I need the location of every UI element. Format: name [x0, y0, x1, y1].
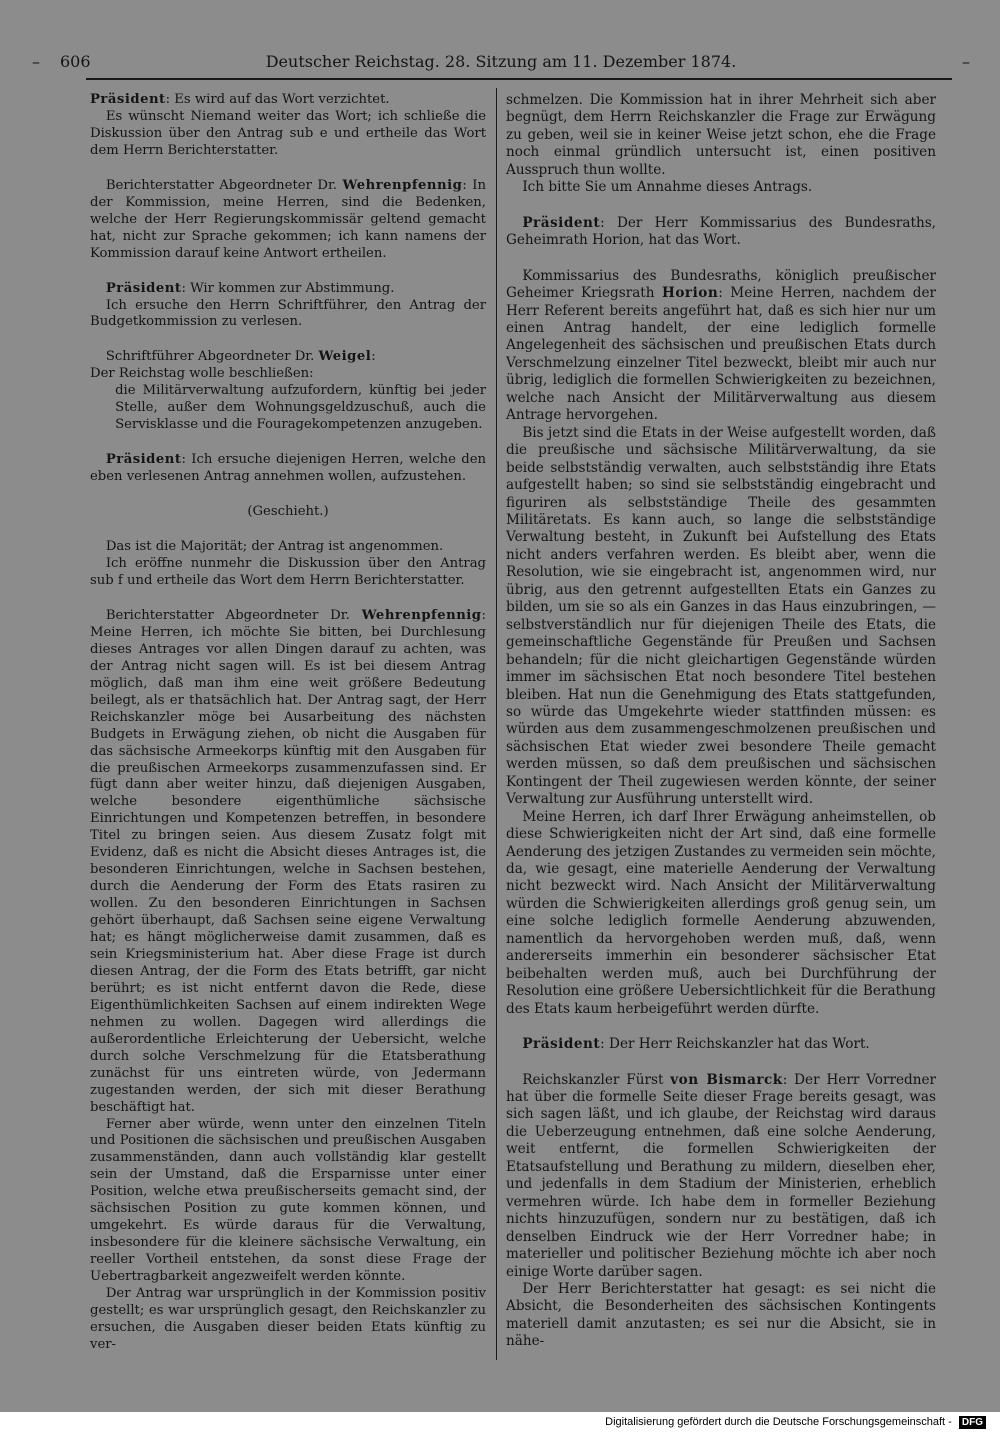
paragraph [506, 1072, 936, 1281]
footer-text: Digitalisierung gefördert durch die Deutsche Forschungsgemeinschaft - [605, 1416, 955, 1428]
header-corner-mark: – [962, 52, 970, 71]
paragraph: Meine Herren, ich darf Ihrer Erwägung anheimstellen, ob diese Schwierigkeiten nicht der Art sind, daß eine formelle Aenderung des jetzigen Zustandes zu vermeiden sein möchte, da, wie gesagt, eine materielle Aenderung der Verwaltung nicht bezweckt wird. Nach Ansicht der Militärverwaltung würden die Schwierigkeiten allerdings groß genug sein, um eine solche lediglich formelle Aenderung abzuwenden, namentlich da hervorgehoben werden muß, daß, wenn andererseits immerhin ein besonderer sächsischer Etat beibehalten werden muß, auch bei Durchführung der Resolution eine größere Uebersichtlichkeit für die Berathung des Etats kaum herbeigeführt werden dürfte. [506, 808, 936, 1017]
speaker-name: Präsident [522, 214, 601, 231]
digitization-footer [605, 1414, 986, 1432]
paragraph: Der Reichstag wolle beschließen: [90, 366, 314, 382]
running-title: Deutscher Reichstag. 28. Sitzung am 11. Dezember 1874. [265, 52, 737, 71]
paragraph [506, 268, 936, 425]
speaker-name: Wehrenpfennig [342, 177, 463, 193]
paragraph: Der Herr Berichterstatter hat gesagt: es sei nicht die Absicht, die Besonderheiten des sächsischen Kontingents materiell damit anzutasten; es sei nur die Absicht, sie in nähe- [506, 1281, 936, 1350]
speech-text: : Es wird auf das Wort verzichtet. [165, 92, 390, 107]
paragraph: Bis jetzt sind die Etats in der Weise aufgestellt worden, daß die preußische und sächsische Militärverwaltung, da sie beide selbstständig verwalten, auch selbstständig ihre Etats aufgestellt haben; so sind sie selbstständig eingebracht und figuriren als selbstständige Theile des gesammten Militäretats. Es kann auch, so lange die selbstständige Verwaltung besteht, in Zukunft bei Aufstellung des Etats nicht anders verfahren werden. Es bleibt aber, wenn die Resolution, wie sie eingebracht ist, angenommen wird, nur übrig, aus den getrennt aufgestellten Etats ein Ganzes zu bilden, um sie so als ein Ganzes in das Haus einzubringen, — selbstverständlich nur für diejenigen Theile des Etats, die gemeinschaftliche Gegenstände für Preußen und Sachsen behandeln; für die nicht gleichartigen Gegenstände würden immer im sächsischen Etat noch besondere Titel bestehen bleiben. Hat nun die Genehmigung des Etats stattgefunden, so würde das Umgekehrte wieder stattfinden müssen: es würden aus dem zusammengeschmolzenen preußischen und sächsischen Etat wieder zwei besondere Theile gemacht werden müssen, so daß dem preußischen und sächsischen Kontingent der Theil zugewiesen werden könnte, der seiner Verwaltung zur Ausführung unterstellt wird. [506, 424, 936, 808]
header-rule [86, 78, 952, 80]
paragraph [90, 92, 486, 109]
dfg-logo: DFG [959, 1416, 986, 1429]
paragraph: Ferner aber würde, wenn unter den einzelnen Titeln und Positionen die sächsischen und preußischen Ausgaben zusammenständen, dann auch vollständig klar gestellt sein der Umstand, daß die Ersparnisse unter einer Position, welche etwa preußischerseits gemacht sind, der sächsischen Position zu gute kommen können, und umgekehrt. Es würde daraus für die Verwaltung, insbesondere für die kleinere sächsische Verwaltung, ein reeller Vortheil entstehen, da sonst diese Frage der Uebertragbarkeit angezweifelt werden könnte. [90, 1116, 486, 1285]
speech-text: : Der Herr Vorredner hat über die formelle Seite dieser Frage bereits gesagt, was sich sagen läßt, und ich glaube, der Reichstag wird daraus die Ueberzeugung entnehmen, daß eine solche Aenderung, weit entfernt, die formellen Schwierigkeiten der Etatsaufstellung und Berathung zu mildern, dieselben eher, und jedenfalls in dem Stadium der Ministerien, erheblich vermehren würde. Ich habe dem in formeller Beziehung nichts hinzuzufügen, sondern nur zu bestätigen, daß ich denselben Eindruck wie der Herr Vorredner habe; in materieller und politischer Beziehung möchte ich aber noch einige Worte darüber sagen. [506, 1071, 936, 1280]
speaker-name: Präsident [105, 452, 182, 468]
resolution-text: die Militärverwaltung aufzufordern, künftig bei jeder Stelle, außer dem Wohnungsgeldzuschuß, auch die Servisklasse und die Fouragekompetenzen anzugeben. [115, 383, 486, 433]
paragraph [90, 349, 486, 366]
paragraph [90, 452, 486, 486]
speech-text: : Meine Herren, ich möchte Sie bitten, bei Durchlesung dieses Antrages vor allen Dingen darauf zu achten, was der Antrag nicht sagen will. Es ist bei diesem Antrag möglich, daß man ihm eine weit größere Bedeutung beilegt, als er thatsächlich hat. Der Antrag sagt, der Herr Reichskanzler möge bei Ausarbeitung des nächsten Budgets in Erwägung ziehen, ob nicht die Ausgaben für das sächsische Armeekorps künftig mit den Ausgaben für die preußischen Armeekorps zusammenzufassen sind. Er fügt dann aber weiter hinzu, daß diejenigen Ausgaben, welche besondere eigenthümliche sächsische Einrichtungen und Kompetenzen betreffen, in besondere Titel zu bringen seien. Aus diesem Zusatz folgt mit Evidenz, daß es nicht die Absicht dieses Antrages ist, die besonderen Einrichtungen, welche in Sachsen bestehen, durch die Aenderung der Form des Etats rasiren zu wollen. Zu den besonderen Einrichtungen in Sachsen gehört überhaupt, daß Sachsen seine eigene Verwaltung hat; es hängt möglicherweise damit zusammen, daß es sein Kriegsministerium hat. Aber diese Frage ist durch diesen Antrag, der die Form des Etats betrifft, gar nicht berührt; es ist nicht entfernt davon die Rede, diese Eigenthümlichkeiten Sachsen auf einem indirekten Wege nehmen zu wollen. Dagegen wird allerdings die außerordentliche Erleichterung der Uebersicht, welche durch solche Verschmelzung für die Etatsberathung zunächst für uns eintreten würde, von Jedermann zugestanden werden, der sich mit dieser Berathung beschäftigt hat. [90, 607, 486, 1115]
paragraph [506, 1036, 936, 1053]
paragraph: schmelzen. Die Kommission hat in ihrer Mehrheit sich aber begnügt, dem Herrn Reichskanzler die Frage zur Erwägung zu geben, weil sie in keiner Weise jetzt schon, ehe die Frage noch einmal gründlich untersucht ist, einen positiven Ausspruch thun wollte. [506, 92, 936, 178]
speaker-name: Präsident [105, 280, 182, 296]
speech-text: : Der Herr Kommissarius des Bundesraths, Geheimrath Horion, hat das Wort. [506, 214, 936, 249]
paragraph [90, 608, 486, 1117]
speech-text: : Der Herr Reichskanzler hat das Wort. [600, 1036, 870, 1053]
speech-text: : [371, 349, 376, 365]
speaker-name: Wehrenpfennig [361, 607, 482, 623]
left-column [90, 92, 486, 1354]
paragraph [506, 215, 936, 250]
speaker-name: Präsident [90, 92, 166, 107]
speaker-name: Präsident [522, 1036, 601, 1053]
paragraph [90, 178, 486, 263]
speaker-title: Berichterstatter Abgeordneter Dr. [105, 177, 343, 193]
speaker-title: Kommissarius des Bundesraths, königlich preußischer Geheimer Kriegsrath [506, 267, 936, 302]
speech-text: : Meine Herren, nachdem der Herr Referent bereits angeführt hat, daß es sich hier nur um einen Antrag handelt, der eine lediglich formelle Angelegenheit des sächsischen und preußischen Etats durch Verschmelzung einzelner Titel bezweckt, bleibt mir auch nur übrig, lediglich die formellen Schwierigkeiten zu bezeichnen, welche nach Ansicht der Militärverwaltung aus diesem Antrage hervorgehen. [506, 285, 936, 424]
page-number: 606 [60, 52, 91, 71]
right-column [506, 92, 936, 1351]
paragraph [90, 281, 486, 298]
speech-text: : In der Kommission, meine Herren, sind die Bedenken, welche der Herr Regierungskommissär geltend gemacht hat, nicht zur Sprache gekommen; ich kann namens der Kommission darauf keine Antwort ertheilen. [90, 177, 486, 261]
paragraph: Das ist die Majorität; der Antrag ist angenommen. [105, 539, 444, 555]
speaker-name: von Bismarck [670, 1071, 783, 1088]
stage-direction: (Geschieht.) [247, 504, 329, 520]
paragraph: Es wünscht Niemand weiter das Wort; ich schließe die Diskussion über den Antrag sub e und ertheile das Wort dem Herrn Berichterstatter. [90, 108, 486, 158]
speaker-name: Horion [662, 285, 719, 302]
column-divider [496, 88, 497, 1360]
speaker-name: Weigel [318, 349, 372, 365]
paragraph: Ich ersuche den Herrn Schriftführer, den Antrag der Budgetkommission zu verlesen. [90, 297, 486, 330]
speaker-title: Berichterstatter Abgeordneter Dr. [105, 607, 362, 623]
speech-text: : Wir kommen zur Abstimmung. [181, 280, 395, 296]
header-dash: – [32, 52, 40, 71]
speaker-title: Schriftführer Abgeordneter Dr. [105, 349, 319, 365]
page-header [32, 52, 970, 74]
paragraph: Der Antrag war ursprünglich in der Kommission positiv gestellt; es war ursprünglich gesagt, den Reichskanzler zu ersuchen, die Ausgaben dieser beiden Etats künftig zu ver- [90, 1286, 486, 1352]
paragraph: Ich bitte Sie um Annahme dieses Antrags. [522, 179, 813, 196]
paragraph: Ich eröffne nunmehr die Diskussion über den Antrag sub f und ertheile das Wort dem Herrn Berichterstatter. [90, 556, 486, 588]
speech-text: : Ich ersuche diejenigen Herren, welche den eben verlesenen Antrag annehmen wollen, aufzustehen. [90, 452, 486, 485]
speaker-title: Reichskanzler Fürst [522, 1071, 671, 1088]
